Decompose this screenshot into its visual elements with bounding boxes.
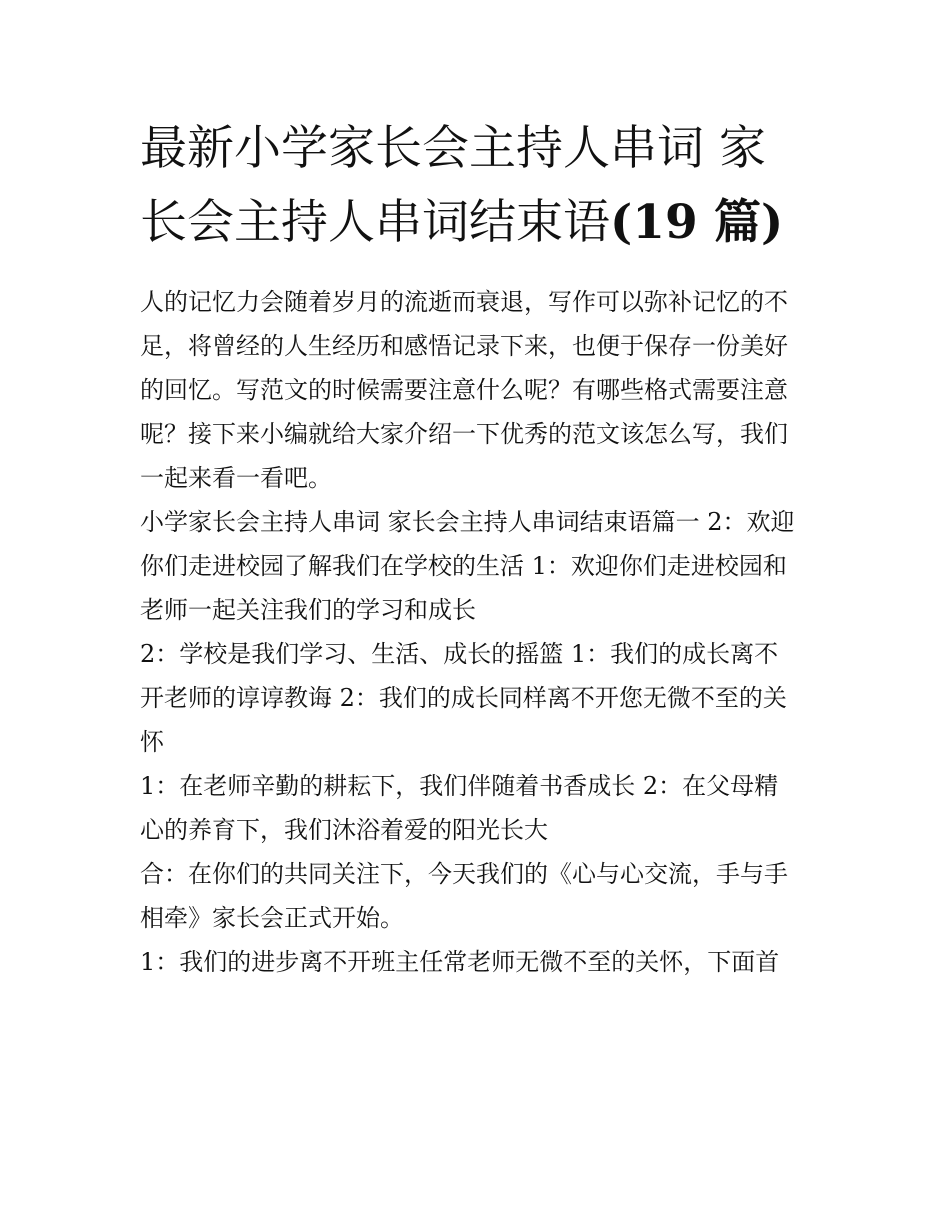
text-line: 1：我们的进步离不开班主任常老师无微不至的关怀，下面首 [140,948,780,976]
text-line: 你们走进校园了解我们在学校的生活 1：欢迎你们走进校园和 [140,552,787,580]
text-line: 相牵》家长会正式开始。 [140,904,404,932]
text-line: 小学家长会主持人串词 家长会主持人串词结束语篇一 2：欢迎 [140,508,795,536]
text-line: 老师一起关注我们的学习和成长 [140,596,476,624]
title-count: (19 篇) [610,195,784,250]
text-line: 心的养育下，我们沐浴着爱的阳光长大 [140,816,548,844]
text-line: 人的记忆力会随着岁月的流逝而衰退，写作可以弥补记忆的不 [140,288,788,316]
document-page [140,112,812,984]
paragraph-intro [140,280,812,500]
text-line: 一起来看一看吧。 [140,464,332,492]
text-line: 开老师的谆谆教诲 2：我们的成长同样离不开您无微不至的关 [140,684,787,712]
paragraph-opening [140,852,812,940]
title-line-1: 最新小学家长会主持人串词 家 [140,121,766,176]
text-line: 1：在老师辛勤的耕耘下，我们伴随着书香成长 2：在父母精 [140,772,779,800]
paragraph-growth [140,764,812,852]
title-line-2 [140,186,812,260]
text-line: 合：在你们的共同关注下，今天我们的《心与心交流，手与手 [140,860,788,888]
paragraph-welcome [140,500,812,632]
paragraph-teacher [140,940,812,984]
document-body [140,280,812,984]
text-line: 的回忆。写范文的时候需要注意什么呢？有哪些格式需要注意 [140,376,788,404]
text-line: 2：学校是我们学习、生活、成长的摇篮 1：我们的成长离不 [140,640,779,668]
document-title [140,112,812,260]
title-line-2-text: 长会主持人串词结束语 [140,195,610,250]
text-line: 怀 [140,728,164,756]
text-line: 足，将曾经的人生经历和感悟记录下来，也便于保存一份美好 [140,332,788,360]
text-line: 呢？接下来小编就给大家介绍一下优秀的范文该怎么写，我们 [140,420,788,448]
paragraph-school [140,632,812,764]
